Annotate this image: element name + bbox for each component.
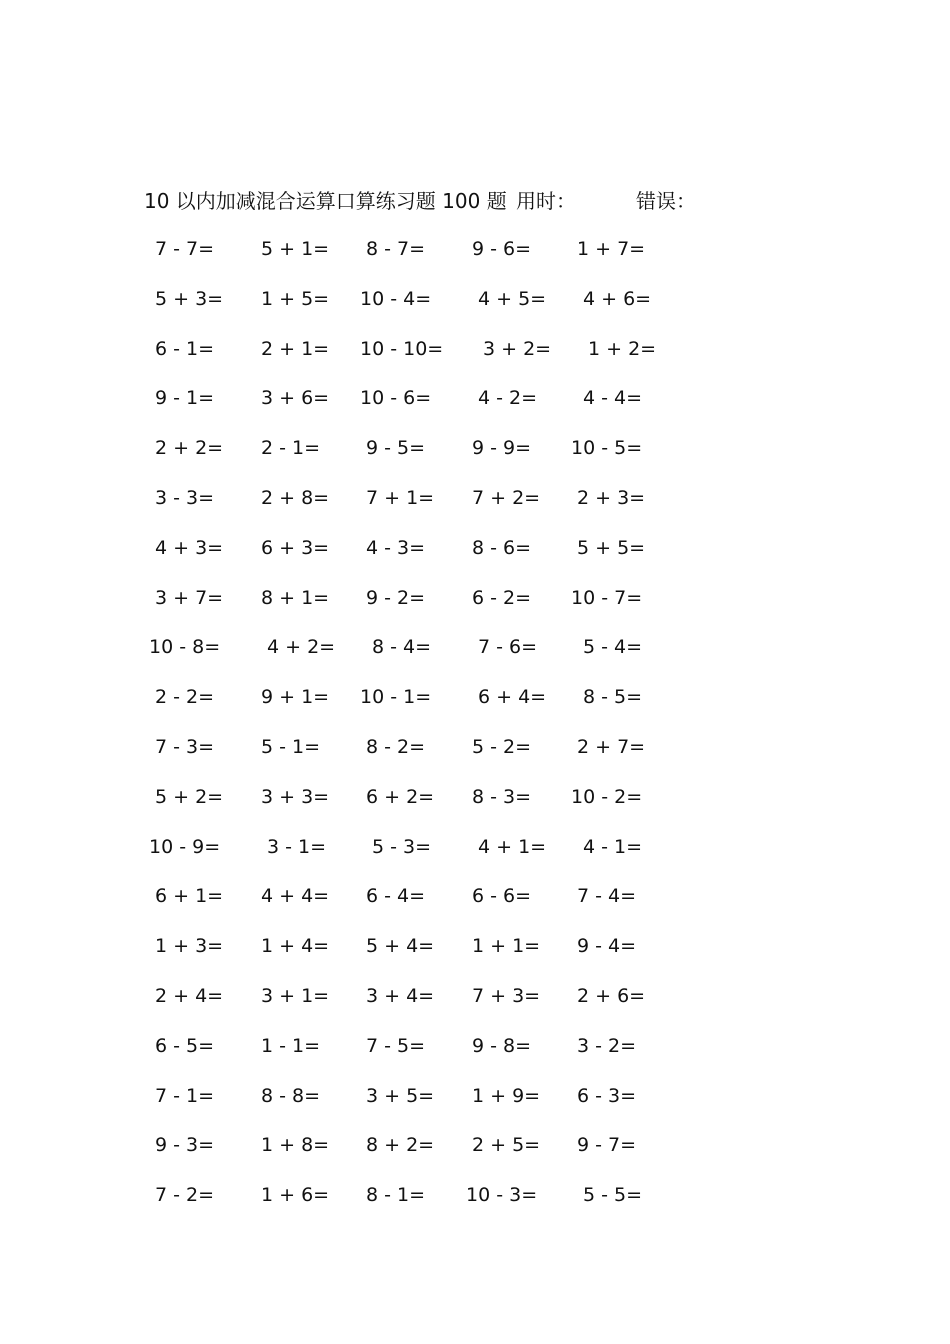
problem-cell: 8 - 2= xyxy=(366,735,426,758)
problem-cell: 4 - 1= xyxy=(583,835,643,858)
problem-cell: 10 - 10= xyxy=(360,337,444,360)
problem-cell: 1 + 9= xyxy=(472,1084,541,1107)
problem-cell: 1 + 2= xyxy=(588,337,657,360)
problem-cell: 1 + 8= xyxy=(261,1134,330,1157)
problem-row xyxy=(0,232,950,282)
problem-cell: 6 - 3= xyxy=(577,1084,637,1107)
problem-cell: 8 - 4= xyxy=(372,636,432,659)
problem-cell: 4 + 3= xyxy=(155,536,224,559)
problem-cell: 2 - 2= xyxy=(155,686,215,709)
problem-cell: 4 - 4= xyxy=(583,387,643,410)
problem-cell: 9 - 8= xyxy=(472,1034,532,1057)
problem-cell: 1 - 1= xyxy=(261,1034,321,1057)
problem-cell: 10 - 9= xyxy=(149,835,221,858)
problem-cell: 4 + 5= xyxy=(478,287,547,310)
problem-cell: 8 + 1= xyxy=(261,586,330,609)
time-used-label: 用时： xyxy=(516,189,576,213)
problem-row xyxy=(0,1178,950,1228)
problem-cell: 1 + 1= xyxy=(472,935,541,958)
problem-cell: 6 + 4= xyxy=(478,686,547,709)
problem-row xyxy=(0,1079,950,1129)
problem-cell: 2 + 1= xyxy=(261,337,330,360)
problem-row xyxy=(0,680,950,730)
problem-cell: 4 + 6= xyxy=(583,287,652,310)
problem-cell: 9 - 1= xyxy=(155,387,215,410)
problem-cell: 8 - 1= xyxy=(366,1184,426,1207)
problem-cell: 10 - 6= xyxy=(360,387,432,410)
problem-cell: 10 - 2= xyxy=(571,785,643,808)
problem-cell: 1 + 7= xyxy=(577,238,646,260)
problem-cell: 6 + 1= xyxy=(155,885,224,908)
problem-cell: 10 - 7= xyxy=(571,586,643,609)
problem-cell: 10 - 8= xyxy=(149,636,221,659)
problem-cell: 3 + 3= xyxy=(261,785,330,808)
problem-cell: 8 - 7= xyxy=(366,238,426,260)
problem-row xyxy=(0,830,950,880)
problem-cell: 7 - 7= xyxy=(155,238,215,260)
problem-grid xyxy=(0,232,950,1228)
problem-cell: 10 - 4= xyxy=(360,287,432,310)
problem-cell: 3 + 4= xyxy=(366,984,435,1007)
problem-cell: 2 - 1= xyxy=(261,437,321,460)
problem-cell: 9 - 3= xyxy=(155,1134,215,1157)
problem-cell: 6 - 5= xyxy=(155,1034,215,1057)
problem-cell: 5 - 3= xyxy=(372,835,432,858)
problem-cell: 7 - 2= xyxy=(155,1184,215,1207)
problem-row xyxy=(0,1128,950,1178)
problem-row xyxy=(0,481,950,531)
problem-cell: 9 - 5= xyxy=(366,437,426,460)
problem-cell: 6 - 4= xyxy=(366,885,426,908)
problem-cell: 4 + 2= xyxy=(267,636,336,659)
problem-cell: 7 - 5= xyxy=(366,1034,426,1057)
problem-row xyxy=(0,531,950,581)
problem-cell: 3 + 7= xyxy=(155,586,224,609)
problem-cell: 1 + 3= xyxy=(155,935,224,958)
problem-cell: 2 + 6= xyxy=(577,984,646,1007)
problem-cell: 5 + 3= xyxy=(155,287,224,310)
problem-cell: 2 + 3= xyxy=(577,486,646,509)
problem-row xyxy=(0,1029,950,1079)
problem-cell: 5 - 5= xyxy=(583,1184,643,1207)
problem-cell: 2 + 2= xyxy=(155,437,224,460)
problem-cell: 3 - 3= xyxy=(155,486,215,509)
problem-cell: 9 - 6= xyxy=(472,238,532,260)
problem-cell: 9 - 2= xyxy=(366,586,426,609)
worksheet-title: 10 以内加减混合运算口算练习题 100 题 xyxy=(144,189,507,213)
problem-row xyxy=(0,979,950,1029)
problem-cell: 5 + 1= xyxy=(261,238,330,260)
problem-cell: 8 - 5= xyxy=(583,686,643,709)
problem-cell: 2 + 7= xyxy=(577,735,646,758)
problem-row xyxy=(0,730,950,780)
problem-cell: 1 + 5= xyxy=(261,287,330,310)
problem-cell: 3 + 1= xyxy=(261,984,330,1007)
problem-cell: 4 + 4= xyxy=(261,885,330,908)
problem-cell: 6 - 6= xyxy=(472,885,532,908)
problem-cell: 8 - 6= xyxy=(472,536,532,559)
problem-cell: 8 - 8= xyxy=(261,1084,321,1107)
problem-row xyxy=(0,381,950,431)
problem-cell: 4 - 3= xyxy=(366,536,426,559)
problem-row xyxy=(0,780,950,830)
problem-cell: 5 + 2= xyxy=(155,785,224,808)
problem-cell: 6 - 2= xyxy=(472,586,532,609)
errors-label: 错误： xyxy=(636,189,696,213)
problem-cell: 7 + 2= xyxy=(472,486,541,509)
problem-cell: 10 - 5= xyxy=(571,437,643,460)
problem-cell: 4 + 1= xyxy=(478,835,547,858)
problem-cell: 7 - 3= xyxy=(155,735,215,758)
problem-cell: 2 + 4= xyxy=(155,984,224,1007)
problem-cell: 9 + 1= xyxy=(261,686,330,709)
problem-cell: 5 + 5= xyxy=(577,536,646,559)
problem-cell: 10 - 1= xyxy=(360,686,432,709)
problem-row xyxy=(0,431,950,481)
problem-cell: 4 - 2= xyxy=(478,387,538,410)
problem-cell: 2 + 5= xyxy=(472,1134,541,1157)
worksheet-header xyxy=(0,184,950,218)
problem-cell: 9 - 9= xyxy=(472,437,532,460)
problem-cell: 7 + 3= xyxy=(472,984,541,1007)
problem-cell: 7 - 6= xyxy=(478,636,538,659)
problem-cell: 6 + 3= xyxy=(261,536,330,559)
problem-cell: 8 + 2= xyxy=(366,1134,435,1157)
problem-row xyxy=(0,879,950,929)
problem-cell: 1 + 4= xyxy=(261,935,330,958)
problem-cell: 3 + 6= xyxy=(261,387,330,410)
problem-cell: 6 - 1= xyxy=(155,337,215,360)
problem-cell: 9 - 7= xyxy=(577,1134,637,1157)
problem-cell: 1 + 6= xyxy=(261,1184,330,1207)
problem-cell: 10 - 3= xyxy=(466,1184,538,1207)
problem-cell: 7 - 1= xyxy=(155,1084,215,1107)
problem-cell: 7 + 1= xyxy=(366,486,435,509)
problem-cell: 5 + 4= xyxy=(366,935,435,958)
problem-cell: 5 - 2= xyxy=(472,735,532,758)
problem-cell: 3 + 5= xyxy=(366,1084,435,1107)
problem-row xyxy=(0,630,950,680)
problem-cell: 5 - 1= xyxy=(261,735,321,758)
problem-cell: 3 - 1= xyxy=(267,835,327,858)
problem-cell: 7 - 4= xyxy=(577,885,637,908)
problem-row xyxy=(0,581,950,631)
problem-row xyxy=(0,332,950,382)
problem-row xyxy=(0,929,950,979)
problem-cell: 6 + 2= xyxy=(366,785,435,808)
problem-cell: 2 + 8= xyxy=(261,486,330,509)
problem-cell: 3 - 2= xyxy=(577,1034,637,1057)
problem-cell: 5 - 4= xyxy=(583,636,643,659)
problem-cell: 9 - 4= xyxy=(577,935,637,958)
problem-cell: 8 - 3= xyxy=(472,785,532,808)
problem-cell: 3 + 2= xyxy=(483,337,552,360)
problem-row xyxy=(0,282,950,332)
